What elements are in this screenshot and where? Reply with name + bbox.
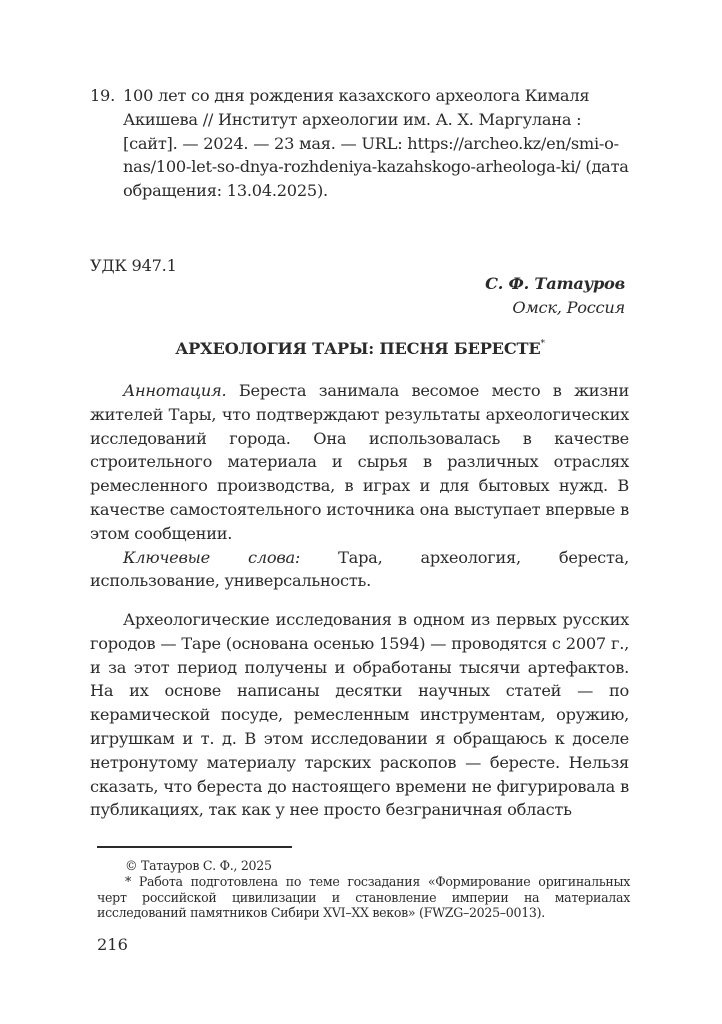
reference-number: 19. [90,86,115,105]
keywords-text: Тара, археология, береста, использование, универсальность. [90,547,629,591]
main-paragraph: Археологические исследования в одном из первых русских городов — Таре (основана осенью 1594) — проводятся с 2007 г., и за этот период получены и обработаны тысячи артефактов. На их основе написаны десятки научных статей — по керамической посуде, ремесленным инструментам, оружию, игрушкам и т. д. В этом исследовании я обращаюсь к доселе нетронутому материалу тарских раскопов — бересте. Нельзя сказать, что береста до настоящего времени не фигурировала в публикациях, так как у нее просто безграничная область [90,610,629,820]
footnotes [97,858,630,921]
title-footnote-mark: * [540,339,545,349]
keywords-label: Ключевые слова: [123,547,301,567]
article-title-text: АРХЕОЛОГИЯ ТАРЫ: ПЕСНЯ БЕРЕСТЕ [175,339,541,358]
abstract-section [90,379,629,593]
abstract-paragraph [90,379,629,546]
funding-note: * Работа подготовлена по теме госзадания «Формирование оригинальных черт российской цивилизации и становление империи на материалах исследований памятников Сибири XVI–XX веков» (FWZG–2025–0013). [97,873,630,921]
author-location: Омск, Россия [512,297,625,317]
author-name: С. Ф. Татауров [485,274,625,293]
copyright-note: © Татауров С. Ф., 2025 [125,858,272,873]
main-text [90,608,629,822]
abstract-label: Аннотация. [123,381,227,400]
article-title [90,339,630,358]
reference-entry [90,84,630,203]
footnote-divider [97,846,292,848]
author-block [485,272,625,320]
keywords-paragraph [90,546,629,594]
abstract-text: Береста занимала весомое место в жизни жителей Тары, что подтверждают результаты археологических исследований города. Она использовалась в качестве строительного материала и сырья в различных отраслях ремесленного производства, в играх и для бытовых нужд. В качестве самостоятельного источника она выступает впервые в этом сообщении. [90,381,629,543]
udk-code: УДК 947.1 [90,256,177,275]
reference-text: 100 лет со дня рождения казахского археолога Кималя Акишева // Институт археологии им. А. Х. Маргулана : [сайт]. — 2024. — 23 мая. — URL: https://archeo.kz/en/smi-o-nas/100-let-so-dnya-rozhdeniya-kazahskogo-arheologa-ki/ (дата обращения: 13.04.2025). [123,86,629,201]
page-number: 216 [97,935,128,954]
